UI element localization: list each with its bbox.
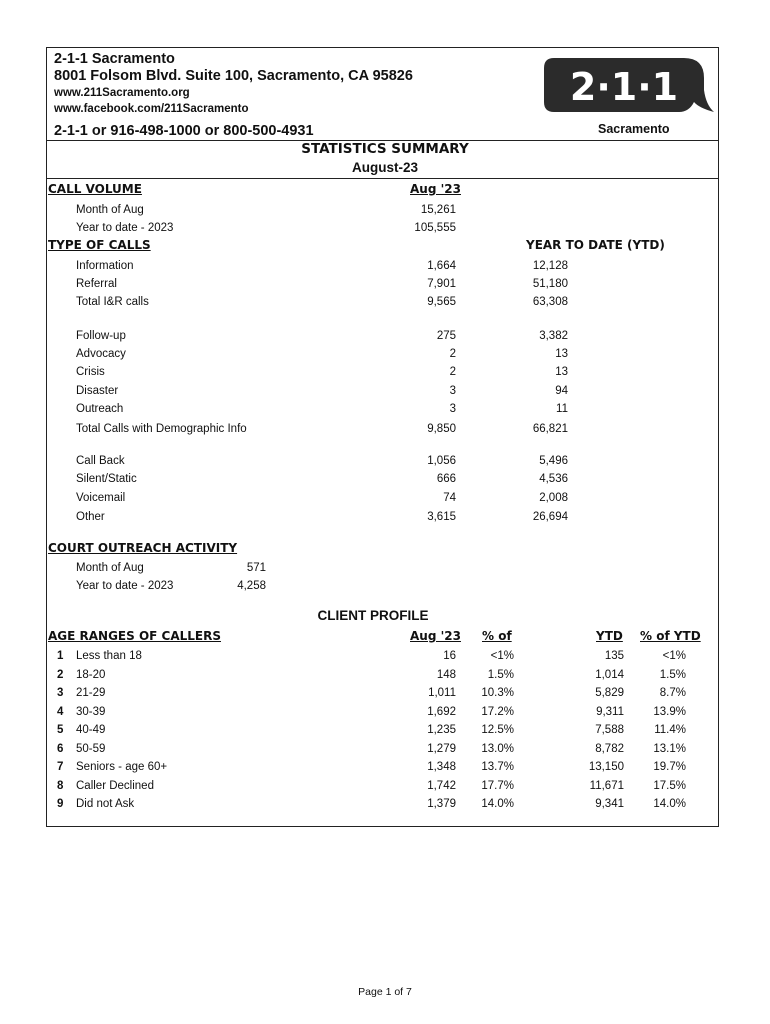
type-of-calls-ytd-value: 13: [555, 366, 568, 378]
logo-text: 2·1·1: [569, 65, 679, 109]
type-of-calls-ytd-value: 11: [556, 403, 568, 415]
age-pct-ytd-value: 19.7%: [653, 761, 686, 773]
type-of-calls-label: Call Back: [76, 455, 125, 467]
type-of-calls-aug-value: 74: [443, 492, 456, 504]
type-of-calls-ytd-value: 3,382: [539, 330, 568, 342]
age-ytd-value: 13,150: [588, 761, 624, 773]
age-pct-ytd-value: 1.5%: [659, 668, 686, 681]
age-aug-value: 1,692: [427, 705, 456, 718]
court-outreach-value: 4,258: [237, 580, 266, 592]
age-rank: 6: [57, 742, 64, 755]
type-of-calls-label: Follow-up: [76, 330, 126, 342]
type-of-calls-label: Referral: [76, 278, 117, 290]
type-of-calls-aug-value: 3: [449, 403, 456, 415]
age-range-label: Less than 18: [76, 650, 142, 662]
age-pct-ytd-value: 8.7%: [659, 687, 686, 699]
col-pct-header: % of: [482, 629, 512, 643]
court-outreach-label: Year to date - 2023: [76, 580, 174, 592]
call-volume-heading: CALL VOLUME: [48, 182, 142, 196]
age-range-label: 18-20: [76, 668, 106, 681]
type-of-calls-ytd-value: 51,180: [532, 278, 568, 290]
age-pct-value: 13.0%: [481, 742, 514, 755]
age-pct-value: 12.5%: [481, 724, 514, 736]
type-of-calls-ytd-value: 66,821: [532, 423, 568, 435]
type-of-calls-ytd-value: 63,308: [532, 296, 568, 308]
age-pct-value: 17.7%: [481, 779, 514, 792]
age-range-label: Seniors - age 60+: [76, 761, 168, 773]
call-volume-value: 15,261: [420, 204, 456, 216]
client-profile-heading: CLIENT PROFILE: [317, 608, 429, 623]
age-pct-ytd-value: <1%: [662, 650, 686, 662]
age-range-label: 21-29: [76, 687, 106, 699]
type-of-calls-ytd-value: 2,008: [539, 492, 568, 504]
type-of-calls-label: Information: [76, 260, 134, 272]
website-link[interactable]: www.211Sacramento.org: [54, 87, 190, 99]
type-of-calls-aug-value: 3,615: [427, 511, 456, 523]
age-pct-value: 10.3%: [481, 687, 514, 699]
age-pct-ytd-value: 13.9%: [653, 705, 686, 718]
age-aug-value: 148: [436, 668, 456, 681]
age-ytd-value: 11,671: [589, 779, 624, 792]
type-of-calls-aug-value: 1,056: [427, 455, 456, 467]
type-of-calls-label: Crisis: [76, 366, 105, 378]
age-pct-value: 14.0%: [481, 798, 514, 810]
age-rank: 9: [57, 798, 64, 810]
call-volume-label: Month of Aug: [76, 204, 144, 216]
type-of-calls-heading: TYPE OF CALLS: [48, 238, 151, 252]
call-volume-col-header: Aug '23: [410, 182, 461, 196]
age-pct-ytd-value: 14.0%: [653, 798, 686, 810]
age-ytd-value: 7,588: [595, 724, 624, 736]
age-range-label: 50-59: [76, 742, 106, 755]
phone-numbers: 2-1-1 or 916-498-1000 or 800-500-4931: [54, 123, 314, 139]
call-volume-label: Year to date - 2023: [76, 222, 174, 234]
type-of-calls-aug-value: 275: [436, 330, 456, 342]
type-of-calls-aug-value: 2: [449, 348, 456, 360]
page-footer: Page 1 of 7: [358, 986, 412, 998]
age-pct-ytd-value: 13.1%: [653, 742, 686, 755]
age-pct-value: 17.2%: [481, 705, 514, 718]
type-of-calls-ytd-value: 12,128: [532, 260, 568, 272]
age-rank: 4: [57, 705, 64, 718]
age-ytd-value: 9,311: [596, 705, 624, 718]
logo-subtitle: Sacramento: [598, 122, 670, 136]
age-range-label: Caller Declined: [76, 779, 154, 792]
court-outreach-value: 571: [246, 562, 266, 574]
type-of-calls-label: Disaster: [76, 385, 119, 397]
age-ytd-value: 5,829: [595, 687, 624, 699]
age-rank: 3: [57, 687, 64, 699]
type-of-calls-label: Total I&R calls: [76, 296, 149, 308]
age-aug-value: 1,348: [427, 761, 456, 773]
age-rank: 1: [57, 650, 64, 662]
age-ytd-value: 1,014: [595, 668, 624, 681]
type-of-calls-ytd-value: 26,694: [532, 511, 568, 523]
page-subtitle: August-23: [351, 160, 418, 175]
age-pct-value: 13.7%: [481, 761, 514, 773]
col-aug-header: Aug '23: [410, 629, 461, 643]
type-of-calls-ytd-value: 13: [555, 348, 568, 360]
org-name: 2-1-1 Sacramento: [54, 51, 175, 67]
page-title: STATISTICS SUMMARY: [301, 141, 469, 157]
age-range-label: 30-39: [76, 705, 106, 718]
type-of-calls-ytd-value: 94: [555, 385, 568, 397]
age-ytd-value: 9,341: [595, 798, 624, 810]
type-of-calls-ytd-value: 4,536: [539, 473, 568, 485]
age-pct-ytd-value: 17.5%: [653, 779, 686, 792]
call-volume-value: 105,555: [414, 222, 456, 234]
211-logo: [544, 50, 714, 145]
age-aug-value: 16: [443, 650, 456, 662]
age-range-label: Did not Ask: [76, 798, 135, 810]
age-aug-value: 1,279: [427, 742, 456, 755]
court-outreach-label: Month of Aug: [76, 562, 144, 574]
ytd-header: YEAR TO DATE (YTD): [526, 238, 665, 252]
age-aug-value: 1,379: [427, 798, 456, 810]
facebook-link[interactable]: www.facebook.com/211Sacramento: [54, 103, 249, 115]
age-rank: 7: [57, 761, 64, 773]
age-ytd-value: 135: [604, 650, 624, 662]
age-aug-value: 1,742: [427, 779, 456, 792]
type-of-calls-aug-value: 3: [449, 385, 456, 397]
age-pct-value: <1%: [490, 650, 514, 662]
age-pct-value: 1.5%: [487, 668, 514, 681]
type-of-calls-label: Total Calls with Demographic Info: [76, 423, 247, 435]
type-of-calls-aug-value: 9,850: [427, 423, 456, 435]
age-ytd-value: 8,782: [595, 742, 624, 755]
col-ytd-header: YTD: [596, 629, 623, 643]
age-rank: 8: [57, 779, 64, 792]
type-of-calls-label: Advocacy: [76, 348, 126, 360]
col-pct-ytd-header: % of YTD: [640, 629, 701, 643]
type-of-calls-label: Outreach: [76, 403, 124, 415]
type-of-calls-label: Silent/Static: [76, 473, 137, 485]
type-of-calls-aug-value: 666: [436, 473, 456, 485]
org-address: 8001 Folsom Blvd. Suite 100, Sacramento, CA 95826: [54, 68, 413, 84]
age-rank: 5: [57, 724, 64, 736]
court-outreach-heading: COURT OUTREACH ACTIVITY: [48, 541, 238, 555]
age-aug-value: 1,011: [428, 687, 456, 699]
age-pct-ytd-value: 11.4%: [654, 724, 686, 736]
type-of-calls-aug-value: 7,901: [427, 278, 456, 290]
age-rank: 2: [57, 668, 64, 681]
type-of-calls-aug-value: 2: [449, 366, 456, 378]
type-of-calls-label: Other: [76, 511, 105, 523]
type-of-calls-ytd-value: 5,496: [539, 455, 568, 467]
age-range-label: 40-49: [76, 724, 106, 736]
type-of-calls-label: Voicemail: [76, 492, 126, 504]
age-aug-value: 1,235: [427, 724, 456, 736]
title-divider: [47, 178, 718, 179]
age-ranges-heading: AGE RANGES OF CALLERS: [48, 629, 221, 643]
type-of-calls-aug-value: 1,664: [427, 260, 456, 272]
type-of-calls-aug-value: 9,565: [427, 296, 456, 308]
